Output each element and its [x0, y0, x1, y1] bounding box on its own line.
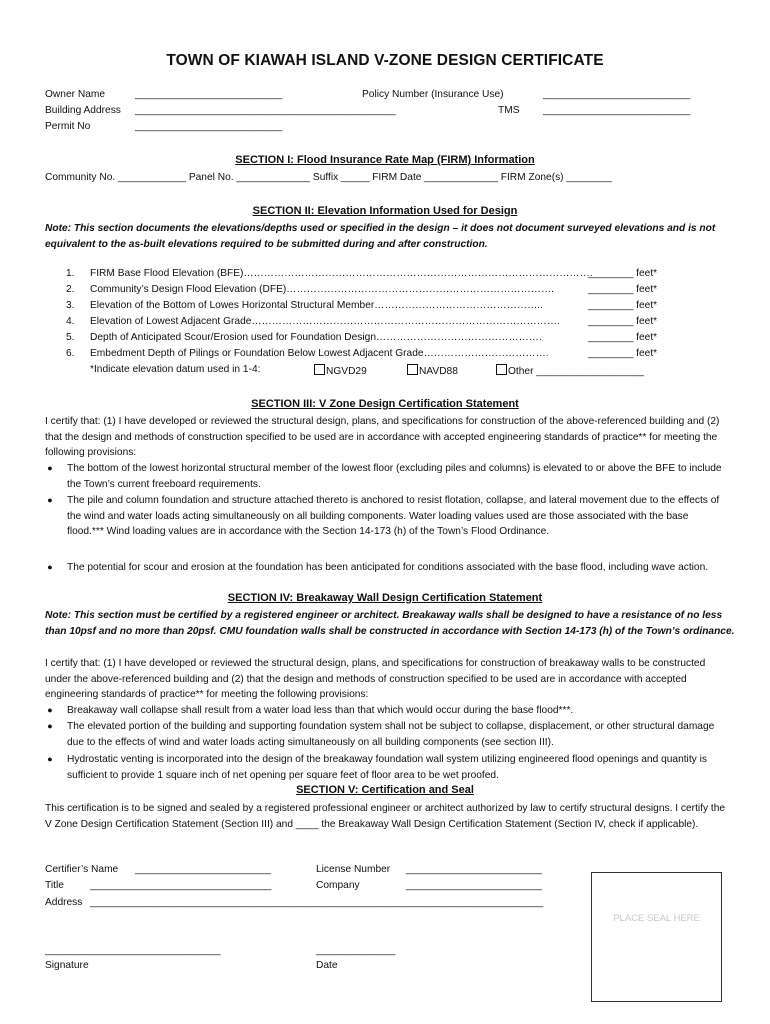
checkbox-icon[interactable]	[496, 364, 507, 375]
title-label: Title	[45, 880, 64, 891]
list-item: ● The potential for scour and erosion at the foundation has been anticipated for conditions associated with the base flood, including wave action.	[45, 560, 725, 576]
seal-box	[591, 872, 722, 1002]
list-item: ● The pile and column foundation and structure attached thereto is anchored to resist flotation, collapse, and lateral movement due to the effects of the wind and water loads acting simultaneously on all building components. Water loading values used are those associated with the base flood.*** Wind loading values are in accordance with the Section 14-173 (h) of the Town’s Flood Ordinance.	[45, 493, 725, 540]
elevation-item	[66, 300, 676, 316]
tms-field[interactable]: __________________________	[543, 105, 691, 116]
license-number-label: License Number	[316, 864, 391, 875]
section4-note: Note: This section must be certified by a registered engineer or architect. Breakaway walls shall be designed to have a resistance of no less than 10psf and no more than 20psf. CMU foundation walls shall be constructed in accordance with Section 14-173 (h) of the Town’s ordinance.	[45, 610, 735, 637]
item-label: Depth of Anticipated Scour/Erosion used for Foundation Design………………………………………….	[90, 332, 542, 343]
item-value-field[interactable]: ________ feet*	[588, 300, 658, 311]
permit-no-field[interactable]: __________________________	[135, 121, 283, 132]
date-label: Date	[316, 960, 338, 971]
address-field[interactable]: ________________________________________________________________________________	[90, 897, 544, 908]
item-value-field[interactable]: ________ feet*	[588, 316, 658, 327]
checkbox-icon[interactable]	[314, 364, 325, 375]
item-number: 1.	[66, 268, 75, 279]
section3-heading: SECTION III: V Zone Design Certification Statement	[251, 398, 519, 410]
permit-no-label: Permit No	[45, 121, 91, 132]
building-address-field[interactable]: ______________________________________________	[135, 105, 396, 116]
bullet-icon: ●	[47, 495, 53, 505]
title-field[interactable]: ________________________________	[90, 880, 272, 891]
bullet-icon: ●	[47, 721, 53, 731]
owner-name-label: Owner Name	[45, 89, 106, 100]
tms-label: TMS	[498, 105, 520, 116]
bullet-icon: ●	[47, 562, 53, 572]
item-value-field[interactable]: ________ feet*	[588, 268, 658, 279]
license-number-field[interactable]: ________________________	[406, 864, 542, 875]
building-address-label: Building Address	[45, 105, 121, 116]
datum-navd-option[interactable]: NAVD88	[407, 364, 458, 377]
item-value-field[interactable]: ________ feet*	[588, 284, 658, 295]
item-value-field[interactable]: ________ feet*	[588, 332, 658, 343]
elevation-item	[66, 332, 676, 348]
bullet-icon: ●	[47, 463, 53, 473]
date-field[interactable]: ______________	[316, 945, 396, 956]
section4-intro: I certify that: (1) I have developed or reviewed the structural design, plans, and specifications for construction of breakaway walls to be constructed under the above-referenced building and (2) that the design and methods of construction specified to be used are in accordance with accepted engineering standards of practice** for meeting the following provisions:	[45, 658, 706, 701]
item-number: 4.	[66, 316, 75, 327]
owner-name-field[interactable]: __________________________	[135, 89, 283, 100]
policy-number-field[interactable]: __________________________	[543, 89, 691, 100]
section5-text: This certification is to be signed and sealed by a registered professional engineer or architect authorized by law to certify structural designs. I certify the V Zone Design Certification Statement (Section III) and ____ the Breakaway Wall Design Certification Statement (Section IV, check if applicable).	[45, 803, 726, 830]
item-number: 2.	[66, 284, 75, 295]
certifier-name-label: Certifier’s Name	[45, 864, 119, 875]
item-value-field[interactable]: ________ feet*	[588, 348, 658, 359]
item-label: Community’s Design Flood Elevation (DFE)…………………………………………………………………….	[90, 284, 554, 295]
bullet-icon: ●	[47, 705, 53, 715]
datum-label: *Indicate elevation datum used in 1-4:	[90, 364, 261, 375]
elevation-item	[66, 316, 676, 332]
section5-heading: SECTION V: Certification and Seal	[296, 784, 474, 796]
policy-number-label: Policy Number (Insurance Use)	[362, 89, 504, 100]
company-label: Company	[316, 880, 360, 891]
firm-info-row[interactable]: Community No. ____________ Panel No. _____________ Suffix _____ FIRM Date _____________ FIRM Zone(s) ________	[45, 172, 612, 183]
datum-ngvd-option[interactable]: NGVD29	[314, 364, 367, 377]
checkbox-icon[interactable]	[407, 364, 418, 375]
certifier-name-field[interactable]: ________________________	[135, 864, 271, 875]
elevation-item	[66, 268, 676, 284]
elevation-item	[66, 284, 676, 300]
list-item: ● The elevated portion of the building and supporting foundation system shall not be subject to collapse, displacement, or other structural damage due to the effects of wind and water loads acting simultaneously on all building components (see section III).	[45, 719, 725, 750]
address-label: Address	[45, 897, 83, 908]
elevation-item	[66, 348, 676, 364]
section2-note: Note: This section documents the elevations/depths used or specified in the design – it does not document surveyed elevations and is not equivalent to the as-built elevations required to be submitted during and after construction.	[45, 223, 716, 250]
company-field[interactable]: ________________________	[406, 880, 542, 891]
section2-heading: SECTION II: Elevation Information Used for Design	[252, 205, 518, 217]
bullet-icon: ●	[47, 754, 53, 764]
document-title: TOWN OF KIAWAH ISLAND V-ZONE DESIGN CERTIFICATE	[166, 52, 604, 69]
item-label: FIRM Base Flood Elevation (BFE)………………………………………………………………………………………….	[90, 268, 593, 279]
item-label: Elevation of the Bottom of Lowes Horizontal Structural Member…………………………………………..	[90, 300, 543, 311]
item-number: 3.	[66, 300, 75, 311]
list-item: ● Breakaway wall collapse shall result from a water load less than that which would occur during the base flood***.	[45, 703, 725, 719]
datum-other-option[interactable]: Other ___________________	[496, 364, 644, 377]
section4-heading: SECTION IV: Breakaway Wall Design Certification Statement	[227, 592, 543, 604]
item-label: Elevation of Lowest Adjacent Grade……………………………………………………………………………….	[90, 316, 560, 327]
item-number: 6.	[66, 348, 75, 359]
section1-heading: SECTION I: Flood Insurance Rate Map (FIRM) Information	[235, 154, 535, 166]
item-label: Embedment Depth of Pilings or Foundation Below Lowest Adjacent Grade……………………………….	[90, 348, 549, 359]
section3-intro: I certify that: (1) I have developed or reviewed the structural design, plans, and specifications for construction of the above-referenced building and (2) that the design and methods of construction specified to be used are in accordance with accepted engineering standards of practice** for meeting the following provisions:	[45, 416, 720, 459]
list-item: ● The bottom of the lowest horizontal structural member of the lowest floor (excluding piles and columns) is elevated to or above the BFE to include the Town’s current freeboard requirements.	[45, 461, 725, 492]
list-item: ● Hydrostatic venting is incorporated into the design of the breakaway foundation wall system utilizing engineered flood openings and quantity is sufficient to provide 1 square inch of net opening per square feet of floor area to be wet proofed.	[45, 752, 725, 783]
item-number: 5.	[66, 332, 75, 343]
seal-placeholder: PLACE SEAL HERE	[613, 913, 700, 924]
signature-field[interactable]: _______________________________	[45, 945, 221, 956]
signature-label: Signature	[45, 960, 89, 971]
